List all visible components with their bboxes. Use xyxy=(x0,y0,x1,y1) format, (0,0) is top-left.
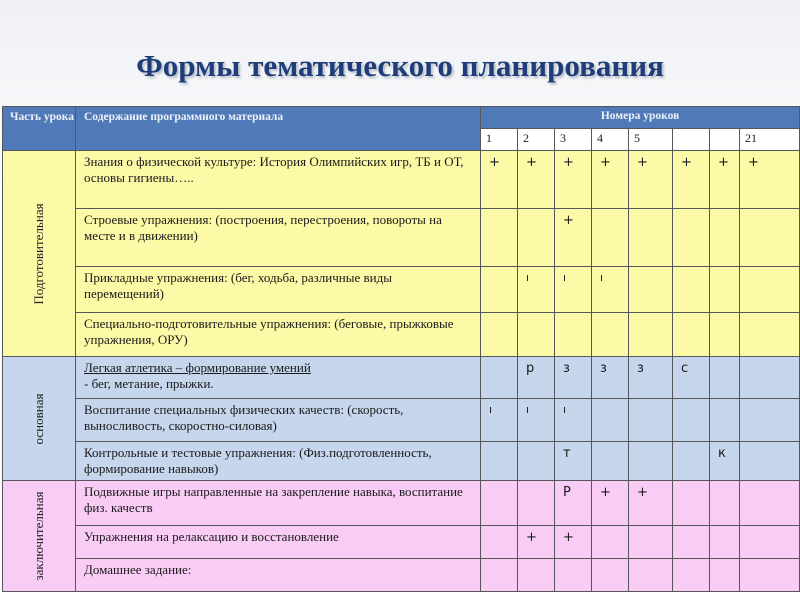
lesson-mark-cell: т xyxy=(555,442,592,481)
lesson-mark-cell xyxy=(481,267,518,313)
lesson-mark-cell xyxy=(673,481,710,526)
table-row xyxy=(3,442,800,481)
lesson-mark-cell xyxy=(518,313,555,357)
lesson-mark-cell xyxy=(710,267,740,313)
lesson-mark-cell: ı xyxy=(592,267,629,313)
lesson-mark-cell: + xyxy=(740,151,800,209)
content-text: Подвижные игры направленные на закрепление навыка, воспитание физ. качеств xyxy=(84,484,463,515)
lesson-mark-cell: + xyxy=(710,151,740,209)
lesson-mark-cell xyxy=(481,442,518,481)
lesson-mark-cell xyxy=(629,559,673,592)
lesson-number xyxy=(710,129,740,151)
lesson-mark-cell xyxy=(740,267,800,313)
lesson-mark-cell xyxy=(673,559,710,592)
lesson-mark-cell xyxy=(592,526,629,559)
header-part: Часть урока xyxy=(3,107,76,151)
content-cell xyxy=(76,209,481,267)
lesson-number: 2 xyxy=(518,129,555,151)
lesson-mark-cell xyxy=(518,481,555,526)
page-title: Формы тематического планирования xyxy=(136,48,664,83)
lesson-mark-cell: Р xyxy=(555,481,592,526)
lesson-mark-cell xyxy=(673,313,710,357)
lesson-mark-cell xyxy=(740,526,800,559)
planning-table xyxy=(2,106,800,592)
lesson-mark-cell xyxy=(592,209,629,267)
lesson-mark-cell xyxy=(710,526,740,559)
lesson-mark-cell xyxy=(592,442,629,481)
lesson-mark-cell xyxy=(629,442,673,481)
table-row xyxy=(3,526,800,559)
content-text: Контрольные и тестовые упражнения: (Физ.подготовленность, формирование навыков) xyxy=(84,445,432,476)
lesson-mark-cell: р xyxy=(518,357,555,399)
lesson-mark-cell xyxy=(629,209,673,267)
lesson-mark-cell xyxy=(518,559,555,592)
content-text: Строевые упражнения: (построения, перестроения, повороты на месте и в движении) xyxy=(84,212,442,243)
lesson-mark-cell xyxy=(710,357,740,399)
lesson-mark-cell xyxy=(555,559,592,592)
lesson-mark-cell xyxy=(629,313,673,357)
lesson-mark-cell xyxy=(592,313,629,357)
lesson-mark-cell xyxy=(740,559,800,592)
lesson-number: 5 xyxy=(629,129,673,151)
content-heading: Легкая атлетика – формирование умений xyxy=(84,360,311,375)
lesson-mark-cell: ı xyxy=(518,399,555,442)
lesson-mark-cell xyxy=(518,442,555,481)
lesson-number: 4 xyxy=(592,129,629,151)
lesson-mark-cell: + xyxy=(555,526,592,559)
section-part-cell xyxy=(3,481,76,592)
table-row xyxy=(3,267,800,313)
table-row xyxy=(3,313,800,357)
lesson-mark-cell xyxy=(673,526,710,559)
lesson-mark-cell: + xyxy=(481,151,518,209)
lesson-mark-cell: + xyxy=(555,209,592,267)
content-cell xyxy=(76,357,481,399)
header-content: Содержание программного материала xyxy=(76,107,481,151)
lesson-mark-cell: + xyxy=(518,151,555,209)
table-body xyxy=(3,151,800,592)
content-cell xyxy=(76,559,481,592)
content-text: Прикладные упражнения: (бег, ходьба, различные виды перемещений) xyxy=(84,270,392,301)
header-lessons: Номера уроков xyxy=(481,107,800,129)
lesson-number xyxy=(673,129,710,151)
lesson-mark-cell xyxy=(518,209,555,267)
section-part-cell xyxy=(3,151,76,357)
lesson-mark-cell: + xyxy=(592,151,629,209)
content-text: Домашнее задание: xyxy=(84,562,192,577)
lesson-mark-cell: + xyxy=(673,151,710,209)
lesson-mark-cell xyxy=(740,481,800,526)
lesson-mark-cell xyxy=(481,313,518,357)
lesson-mark-cell xyxy=(629,399,673,442)
table-row xyxy=(3,357,800,399)
lesson-mark-cell: + xyxy=(629,481,673,526)
lesson-number: 1 xyxy=(481,129,518,151)
lesson-mark-cell: + xyxy=(518,526,555,559)
lesson-mark-cell: + xyxy=(629,151,673,209)
lesson-mark-cell xyxy=(481,526,518,559)
lesson-number: 3 xyxy=(555,129,592,151)
content-text: Воспитание специальных физических качеств: (скорость, выносливость, скоростно-силовая) xyxy=(84,402,404,433)
table-row xyxy=(3,151,800,209)
lesson-mark-cell: + xyxy=(592,481,629,526)
lesson-mark-cell xyxy=(592,559,629,592)
lesson-mark-cell: з xyxy=(629,357,673,399)
lesson-mark-cell xyxy=(592,399,629,442)
lesson-mark-cell xyxy=(740,442,800,481)
lesson-mark-cell: к xyxy=(710,442,740,481)
table-row xyxy=(3,559,800,592)
lesson-mark-cell xyxy=(740,313,800,357)
content-text: Упражнения на релаксацию и восстановление xyxy=(84,529,339,544)
lesson-mark-cell: з xyxy=(592,357,629,399)
lesson-mark-cell: ı xyxy=(481,399,518,442)
section-label: Подготовительная xyxy=(31,202,46,305)
lesson-mark-cell xyxy=(555,313,592,357)
lesson-mark-cell: ı xyxy=(518,267,555,313)
content-cell xyxy=(76,481,481,526)
section-label: заключительная xyxy=(31,491,46,581)
lesson-mark-cell xyxy=(740,357,800,399)
section-label: основная xyxy=(31,393,46,444)
lesson-mark-cell xyxy=(710,559,740,592)
lesson-mark-cell xyxy=(673,209,710,267)
lesson-mark-cell xyxy=(740,399,800,442)
content-cell xyxy=(76,151,481,209)
table-row xyxy=(3,481,800,526)
lesson-mark-cell: з xyxy=(555,357,592,399)
table-row xyxy=(3,399,800,442)
lesson-number: 21 xyxy=(740,129,800,151)
lesson-mark-cell xyxy=(710,481,740,526)
section-part-cell xyxy=(3,357,76,481)
lesson-mark-cell xyxy=(710,313,740,357)
lesson-mark-cell: + xyxy=(555,151,592,209)
content-cell xyxy=(76,399,481,442)
lesson-mark-cell xyxy=(481,209,518,267)
lesson-mark-cell xyxy=(673,399,710,442)
lesson-mark-cell xyxy=(740,209,800,267)
lesson-mark-cell xyxy=(629,526,673,559)
lesson-mark-cell: ı xyxy=(555,267,592,313)
lesson-mark-cell xyxy=(673,442,710,481)
content-cell xyxy=(76,313,481,357)
lesson-mark-cell xyxy=(673,267,710,313)
content-text: Специально-подготовительные упражнения: (беговые, прыжковые упражнения, ОРУ) xyxy=(84,316,454,347)
lesson-mark-cell xyxy=(629,267,673,313)
content-text: Знания о физической культуре: История Олимпийских игр, ТБ и ОТ, основы гигиены….. xyxy=(84,154,464,185)
lesson-mark-cell xyxy=(710,209,740,267)
lesson-mark-cell xyxy=(481,559,518,592)
content-cell xyxy=(76,526,481,559)
lesson-mark-cell: с xyxy=(673,357,710,399)
lesson-mark-cell xyxy=(710,399,740,442)
content-cell xyxy=(76,442,481,481)
table-row xyxy=(3,209,800,267)
lesson-mark-cell: ı xyxy=(555,399,592,442)
content-cell xyxy=(76,267,481,313)
lesson-mark-cell xyxy=(481,481,518,526)
content-text: - бег, метание, прыжки. xyxy=(84,375,214,391)
lesson-mark-cell xyxy=(481,357,518,399)
